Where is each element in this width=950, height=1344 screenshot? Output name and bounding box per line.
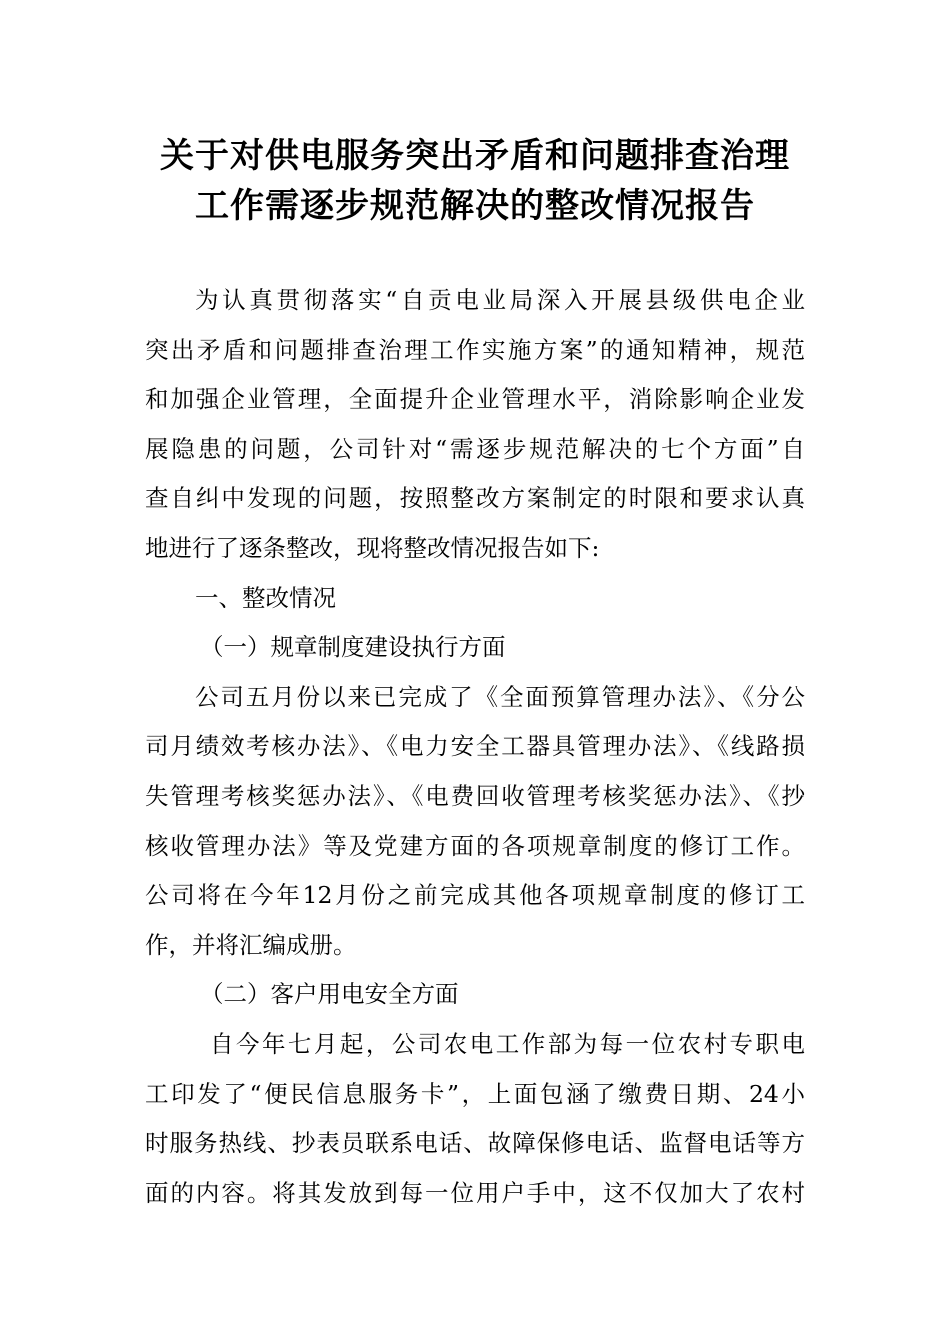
paragraph-line: 作，并将汇编成册。 — [145, 930, 357, 959]
paragraph-line: 自今年七月起，公司农电工作部为每一位农村专职电 — [210, 1029, 805, 1058]
document-title-line-2: 工作需逐步规范解决的整改情况报告 — [195, 186, 755, 226]
paragraph-line: 公司将在今年12月份之前完成其他各项规章制度的修订工 — [145, 881, 805, 910]
paragraph-line: 突出矛盾和问题排查治理工作实施方案”的通知精神，规范 — [145, 335, 805, 364]
subsection-heading: （一）规章制度建设执行方面 — [200, 633, 506, 662]
document-title-line-1: 关于对供电服务突出矛盾和问题排查治理 — [160, 136, 790, 176]
paragraph-line: 查自纠中发现的问题，按照整改方案制定的时限和要求认真 — [145, 484, 805, 513]
paragraph-line: 失管理考核奖惩办法》、《电费回收管理考核奖惩办法》、《抄 — [145, 781, 805, 810]
paragraph-line: 工印发了“便民信息服务卡”，上面包涵了缴费日期、24小 — [145, 1079, 805, 1108]
paragraph-line: 为认真贯彻落实“自贡电业局深入开展县级供电企业 — [195, 286, 805, 314]
paragraph-line: 地进行了逐条整改，现将整改情况报告如下: — [145, 533, 600, 562]
paragraph-line: 展隐患的问题，公司针对“需逐步规范解决的七个方面”自 — [145, 434, 805, 463]
paragraph-line: 核收管理办法》等及党建方面的各项规章制度的修订工作。 — [145, 831, 805, 860]
paragraph-line: 面的内容。将其发放到每一位用户手中，这不仅加大了农村 — [145, 1178, 805, 1207]
paragraph-line: 公司五月份以来已完成了《全面预算管理办法》、《分公 — [195, 682, 805, 711]
paragraph-line: 和加强企业管理，全面提升企业管理水平，消除影响企业发 — [145, 385, 805, 414]
section-heading: 一、整改情况 — [195, 583, 336, 612]
paragraph-line: 司月绩效考核办法》、《电力安全工器具管理办法》、《线路损 — [145, 732, 805, 761]
paragraph-line: 时服务热线、抄表员联系电话、故障保修电话、监督电话等方 — [145, 1129, 805, 1158]
subsection-heading: （二）客户用电安全方面 — [200, 980, 459, 1009]
document-body — [145, 276, 805, 1218]
